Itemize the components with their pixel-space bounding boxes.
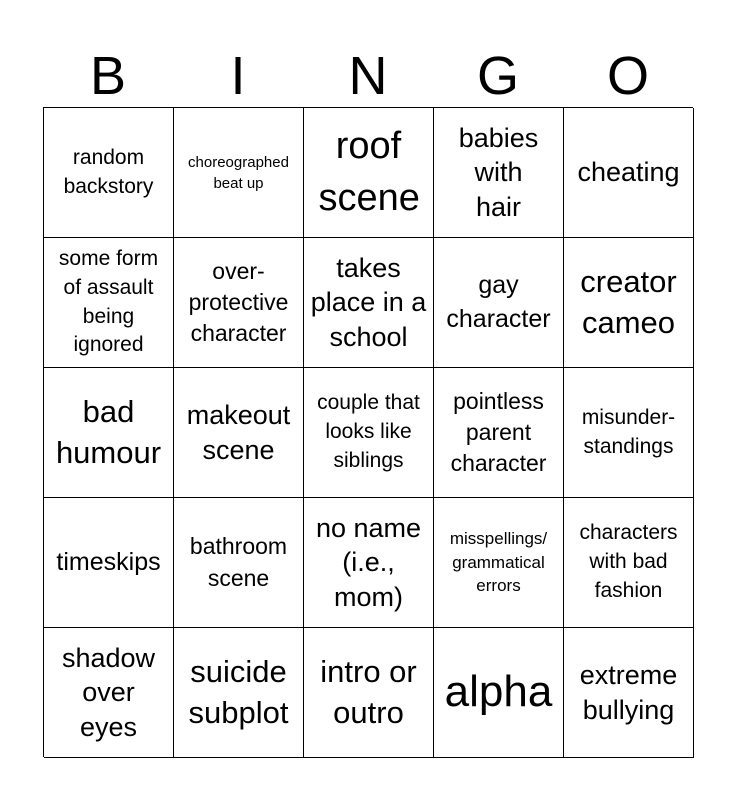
bingo-cell-r2-c1[interactable] [44, 238, 174, 368]
bingo-cell-r5-c4[interactable] [434, 628, 564, 758]
cell-label: random backstory [63, 145, 154, 198]
bingo-cell-r1-c4[interactable] [434, 108, 564, 238]
bingo-cell-r5-c3[interactable] [304, 628, 434, 758]
cell-label: cheating [577, 157, 680, 188]
cell-label: makeout scene [186, 399, 291, 465]
cell-label: timeskips [56, 547, 161, 576]
bingo-cell-r2-c3[interactable] [304, 238, 434, 368]
bingo-cell-r3-c2[interactable] [174, 368, 304, 498]
bingo-cell-r5-c5[interactable] [564, 628, 694, 758]
bingo-cell-r4-c1[interactable] [44, 498, 174, 628]
bingo-cell-r2-c2[interactable] [174, 238, 304, 368]
cell-label: choreographed beat up [188, 153, 289, 192]
bingo-cell-r1-c1[interactable] [44, 108, 174, 238]
bingo-cell-r5-c1[interactable] [44, 628, 174, 758]
bingo-cell-r1-c5[interactable] [564, 108, 694, 238]
header-letter-g: G [476, 46, 519, 106]
bingo-cell-r4-c2[interactable] [174, 498, 304, 628]
cell-label: alpha [444, 667, 553, 717]
cell-label: misspellings/ grammatical errors [449, 528, 548, 596]
bingo-cell-r5-c2[interactable] [174, 628, 304, 758]
header-letter-o: O [606, 46, 649, 106]
header-letter-i: I [230, 46, 246, 106]
bingo-cell-r4-c3[interactable] [304, 498, 434, 628]
cell-label: takes place in a school [310, 252, 427, 352]
bingo-cell-r3-c4[interactable] [434, 368, 564, 498]
cell-label: shadow over eyes [61, 642, 156, 742]
cell-label: over-protective character [188, 257, 289, 347]
bingo-cell-r1-c3[interactable] [304, 108, 434, 238]
bingo-cell-r3-c5[interactable] [564, 368, 694, 498]
cell-label: suicide subplot [188, 654, 289, 730]
bingo-cell-r4-c5[interactable] [564, 498, 694, 628]
bingo-cell-r2-c5[interactable] [564, 238, 694, 368]
bingo-cell-r4-c4[interactable] [434, 498, 564, 628]
header-letter-b: B [89, 46, 127, 106]
cell-label: extreme bullying [579, 659, 678, 725]
bingo-header [43, 46, 693, 106]
bingo-cell-r1-c2[interactable] [174, 108, 304, 238]
cell-label: no name (i.e., mom) [315, 512, 422, 612]
cell-label: babies with hair [458, 122, 539, 222]
cell-label: gay character [446, 271, 551, 333]
cell-label: misunder-standings [581, 405, 676, 458]
header-letter-n: N [348, 46, 388, 106]
cell-label: pointless parent character [450, 387, 547, 477]
bingo-cell-r2-c4[interactable] [434, 238, 564, 368]
cell-label: creator cameo [580, 264, 677, 340]
bingo-cell-r3-c3[interactable] [304, 368, 434, 498]
bingo-cell-r3-c1[interactable] [44, 368, 174, 498]
cell-label: some form of assault being ignored [58, 246, 159, 357]
cell-label: bathroom scene [189, 533, 288, 591]
cell-label: characters with bad fashion [579, 521, 678, 602]
bingo-board [43, 107, 693, 757]
cell-label: bad humour [55, 394, 162, 470]
cell-label: couple that looks like siblings [317, 391, 420, 472]
cell-label: intro or outro [320, 654, 417, 730]
cell-label: roof scene [318, 124, 420, 219]
